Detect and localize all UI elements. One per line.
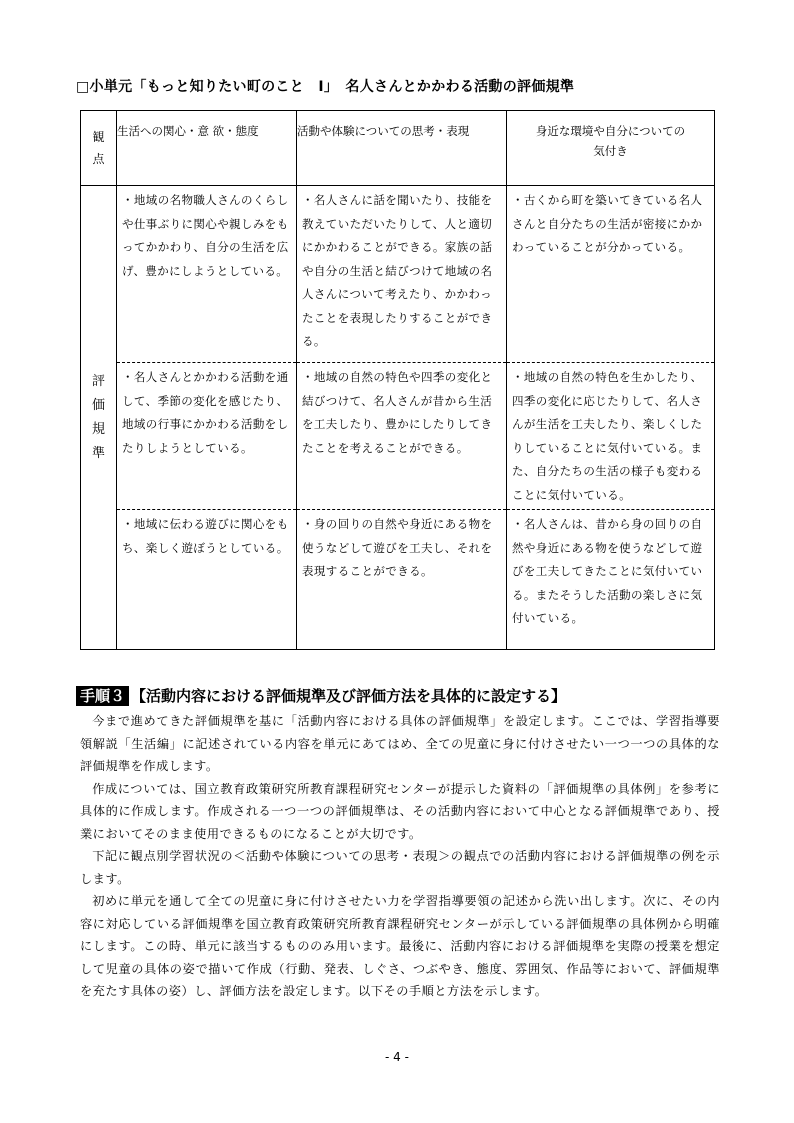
evaluation-criteria-table	[80, 110, 715, 650]
side-char-3: 規	[91, 421, 105, 437]
paragraph: 下記に観点別学習状況の＜活動や体験についての思考・表現＞の観点での活動内容における評価規準の例を示します。	[80, 849, 720, 886]
table-cell: ・名人さんに話を聞いたり、技能を教えていただいたりして、人と適切にかかわることができる。家族の話や自分の生活と結びつけて地域の名人さんについて考えたり、かかわったことを表現したりすることができる。	[302, 193, 493, 348]
header-thinking: 活動や体験についての思考・表現	[297, 111, 507, 186]
side-char-2: 価	[91, 397, 105, 413]
table-cell: ・地域の自然の特色を生かしたり、四季の変化に応じたりして、名人さんが生活を工夫したり、楽しくしたりしていることに気付いている。また、自分たちの生活の様子も変わることに気付いている。	[507, 362, 714, 509]
table-cell: ・古くから町を築いてきている名人さんと自分たちの生活が密接にかかわっていることが分かっている。	[512, 193, 703, 254]
column-thinking	[297, 186, 507, 650]
table-cell: ・地域の名物職人さんのくらしや仕事ぶりに関心や親しみをもってかかわり、自分の生活を広げ、豊かにしようとしている。	[122, 193, 289, 278]
paragraph: 作成については、国立教育政策研究所教育課程研究センターが提示した資料の「評価規準の具体例」を参考に具体的に作成します。作成される一つ一つの評価規準は、その活動内容において中心となる評価規準であり、授業においてそのまま使用できるものになることが大切です。	[80, 781, 720, 841]
column-interest	[117, 186, 297, 650]
side-char-4: 準	[91, 445, 105, 461]
viewpoint-char-1: 観	[92, 130, 105, 144]
table-cell: ・地域に伝わる遊びに関心をもち、楽しく遊ぼうとしている。	[117, 509, 296, 649]
table-cell: ・名人さんは、昔から身の回りの自然や身近にある物を使うなどして遊びを工夫してきたことに気付いている。またそうした活動の楽しさに気付いている。	[507, 509, 714, 649]
header-interest: 生活への関心・意 欲・態度	[117, 111, 297, 186]
header-awareness-line1: 身近な環境や自分についての	[535, 124, 686, 138]
criteria-side-label	[81, 186, 117, 650]
header-awareness-line2: 気付き	[593, 144, 628, 158]
viewpoint-header	[81, 111, 117, 186]
section-title	[76, 685, 736, 706]
table-cell: ・地域の自然の特色や四季の変化と結びつけて、名人さんが昔から生活を工夫したり、豊かにしたりしてきたことを考えることができる。	[297, 362, 506, 509]
paragraph: 初めに単元を通して全ての児童に身に付けさせたい力を学習指導要領の記述から洗い出します。次に、その内容に対応している評価規準を国立教育政策研究所教育課程研究センターが示している評価規準の具体例から明確にします。この時、単元に該当するもののみ用います。最後に、活動内容における評価規準を実際の授業を想定して児童の具体の姿で描いて作成（行動、発表、しぐさ、つぶやき、態度、雰囲気、作品等において、評価規準を充たす具体の姿）し、評価方法を設定します。以下その手順と方法を示します。	[80, 894, 720, 998]
viewpoint-char-2: 点	[92, 152, 105, 166]
table-cell: ・名人さんとかかわる活動を通して、季節の変化を感じたり、地域の行事にかかわる活動をしたりしようとしている。	[117, 362, 296, 509]
section-title-text: 【活動内容における評価規準及び評価方法を具体的に設定する】	[131, 687, 567, 705]
step-badge: 手順３	[76, 686, 129, 706]
table-cell: ・身の回りの自然や身近にある物を使うなどして遊びを工夫し、それを表現することができる。	[297, 509, 506, 649]
column-awareness	[507, 186, 715, 650]
header-awareness	[507, 111, 715, 186]
page-heading: □小単元「もっと知りたい町のこと Ⅰ」 名人さんとかかわる活動の評価規準	[76, 79, 575, 95]
page-number: - 4 -	[385, 1050, 409, 1064]
paragraph: 今まで進めてきた評価規準を基に「活動内容における具体の評価規準」を設定します。ここでは、学習指導要領解説「生活編」に記述されている内容を単元にあてはめ、全ての児童に身に付けさせたい一つ一つの具体的な評価規準を作成します。	[80, 714, 720, 773]
side-char-1: 評	[91, 373, 105, 389]
body-text	[80, 710, 720, 1003]
